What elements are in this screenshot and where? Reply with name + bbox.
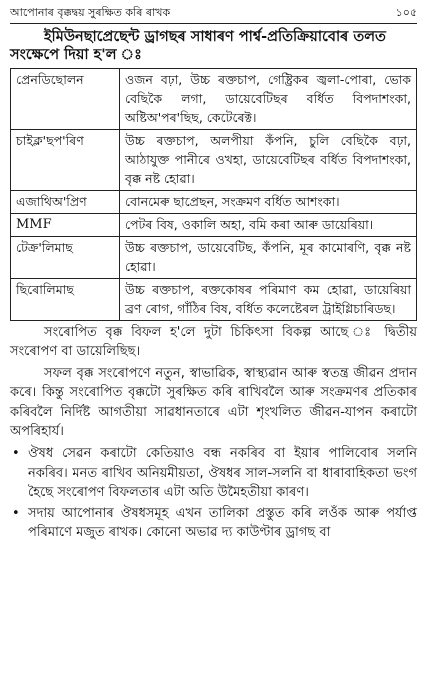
side-effects-table bbox=[10, 68, 417, 321]
bullet-list bbox=[10, 444, 417, 542]
bullet-icon: • bbox=[12, 446, 20, 462]
table-row bbox=[11, 237, 417, 279]
page-number: ১০৫ bbox=[395, 6, 417, 19]
table-row bbox=[11, 214, 417, 237]
drug-name-cell: প্ৰেনডিছোলন bbox=[11, 69, 120, 130]
list-item bbox=[10, 504, 417, 543]
paragraph: সংৰোপিত বৃক্ক বিফল হ'লে দুটা চিকিৎসা বিকল্প আছে ঃ দ্বিতীয় সংৰোপণ বা ডায়েলিছিছ। bbox=[10, 325, 417, 360]
running-header bbox=[10, 4, 417, 24]
table-row bbox=[11, 69, 417, 130]
side-effects-cell: পেটৰ বিষ, ওকালি অহা, বমি কৰা আৰু ডায়েৰিয়া। bbox=[120, 214, 417, 237]
drug-name-cell: এজাথিঅ'প্ৰিণ bbox=[11, 191, 120, 214]
book-page bbox=[0, 4, 425, 695]
drug-name-cell: MMF bbox=[11, 214, 120, 237]
paragraph: সফল বৃক্ক সংৰোপণে নতুন, স্বাভাৱিক, স্বাস্থ্যৱান আৰু স্বতন্ত্ৰ জীৱন প্ৰদান কৰে। কিন্তু সংৰোপিত বৃক্কটো সুৰক্ষিত কৰি ৰাখিবলৈ আৰু সংক্ৰমণৰ প্ৰতিকাৰ কৰিবলৈ নিৰ্দিষ্ট আগতীয়া সাৱধানতাৰে এটা শৃংখলিত জীৱন-যাপন কৰাটো অপৰিহাৰ্য। bbox=[10, 365, 417, 440]
running-title: আপোনাৰ বৃক্কদ্বয় সুৰক্ষিত কৰি ৰাখক bbox=[10, 6, 171, 19]
side-effects-cell: উচ্চ ৰক্তচাপ, অলপীয়া কঁপনি, চুলি বেছিকৈ বঢ়া, আঠাযুক্ত পানীৰে ওখহা, ডায়েবেটিছৰ বৰ্ধিত বিপদাশংকা, বৃক্ক নষ্ট হোৱা। bbox=[120, 130, 417, 191]
section-heading: ইমিউনছাপ্ৰেছেন্ট ড্ৰাগছৰ সাধাৰণ পাৰ্শ্ব-প্ৰতিক্ৰিয়াবোৰ তলত সংক্ষেপে দিয়া হ'ল ঃ bbox=[10, 29, 386, 63]
list-item bbox=[10, 444, 417, 502]
list-item-text: ঔষধ সেৱন কৰাটো কেতিয়াও বন্ধ নকৰিব বা ইয়াৰ পালিবোৰ সলনি নকৰিব। মনত ৰাখিব অনিয়মীয়তা, ঔষধৰ সাল-সলনি বা ধাৰাবাহিকতা ভংগ হৈছে সংৰোপণ বিফলতাৰ এটা অতি উমৈহতীয়া কাৰণ। bbox=[28, 446, 417, 501]
list-item-text: সদায় আপোনাৰ ঔষধসমূহ এখন তালিকা প্ৰস্তুত কৰি লওঁক আৰু পৰ্যাপ্ত পৰিমাণে মজুত ৰাখক। কোনো অভাৱ দ্য কাউণ্টাৰ ড্ৰাগছ বা bbox=[28, 505, 417, 541]
side-effects-cell: উচ্চ ৰক্তচাপ, ৰক্তকোষৰ পৰিমাণ কম হোৱা, ডায়েৰিয়া ব্ৰণ ৰোগ, গাঁঠিৰ বিষ, বৰ্ধিত কলেষ্টেৰল ট্ৰাইগ্লিচাৰিডছ। bbox=[120, 279, 417, 321]
table-row bbox=[11, 279, 417, 321]
drug-name-cell: চাইক্ল'ছপ'ৰিণ bbox=[11, 130, 120, 191]
drug-name-cell: টেক্ৰ'লিমাছ bbox=[11, 237, 120, 279]
bullet-icon: • bbox=[12, 505, 20, 521]
drug-name-cell: ছিৰোলিমাছ bbox=[11, 279, 120, 321]
table-row bbox=[11, 191, 417, 214]
side-effects-cell: উচ্চ ৰক্তচাপ, ডায়েবেটিছ, কঁপনি, মূৰ কামোৰণি, বৃক্ক নষ্ট হোৱা। bbox=[120, 237, 417, 279]
side-effects-cell: বোনমেৰু ছাপ্ৰেছন, সংক্ৰমণ বৰ্ধিত আশংকা। bbox=[120, 191, 417, 214]
side-effects-cell: ওজন বঢ়া, উচ্চ ৰক্তচাপ, গেষ্ট্ৰিকৰ জ্বলা-পোৰা, ভোক বেছিকৈ লগা, ডায়েবেটিছৰ বৰ্ধিত বিপদাশংকা, অষ্টিঅ'পৰ'ছিছ, কেটেৰেক্ট। bbox=[120, 69, 417, 130]
table-row bbox=[11, 130, 417, 191]
